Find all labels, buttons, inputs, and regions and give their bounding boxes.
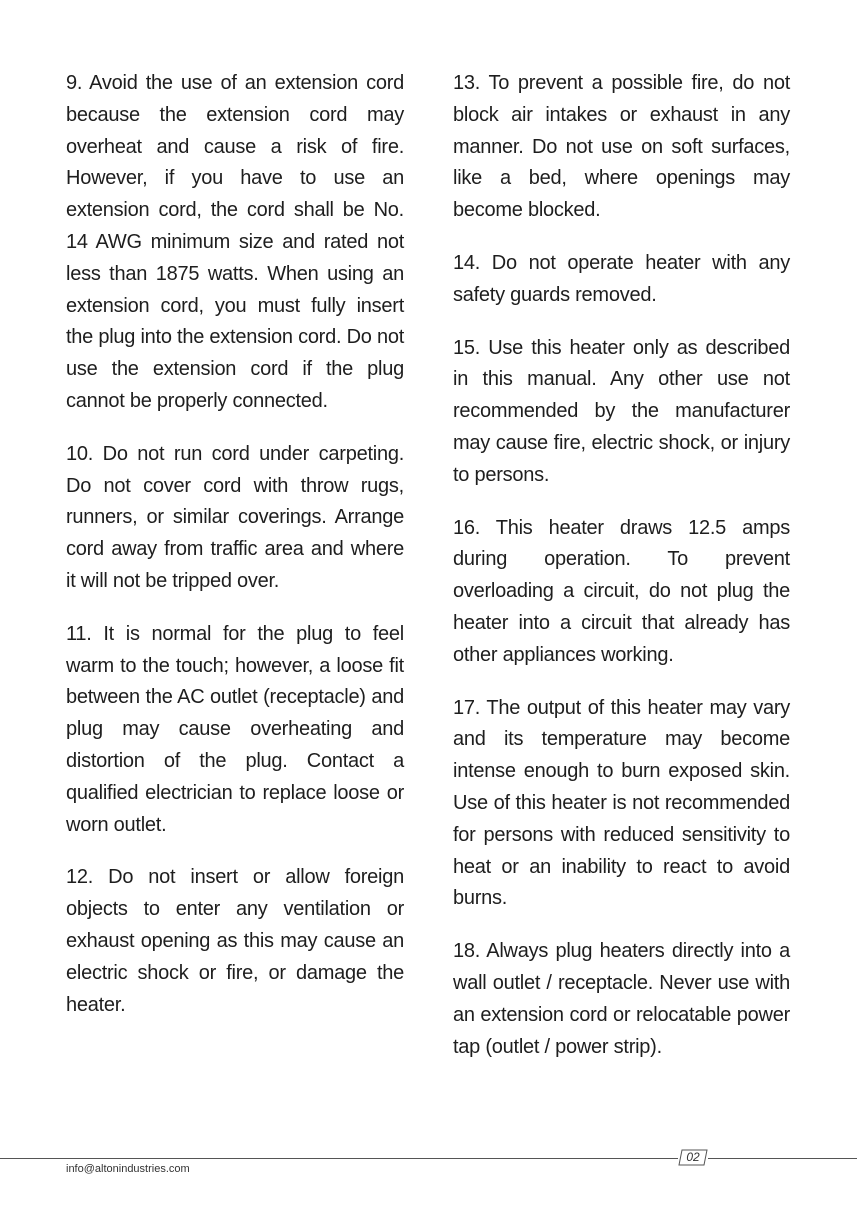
instruction-17: 17. The output of this heater may vary and its temperature may become intense enough to burn exposed skin. Use of this heater is not recommended for persons with reduced sensitivity to heat or an inability to react to avoid burns. [453, 696, 790, 910]
footer-divider [0, 1158, 857, 1159]
instruction-15: 15. Use this heater only as described in this manual. Any other use not recommended by the manufacturer may cause fire, electric shock, or injury to persons. [453, 336, 790, 486]
right-column [453, 68, 790, 1063]
instruction-12: 12. Do not insert or allow foreign objects to enter any ventilation or exhaust opening as this may cause an electric shock or fire, or damage the heater. [66, 866, 404, 1016]
instruction-14: 14. Do not operate heater with any safety guards removed. [453, 251, 790, 306]
footer-email: info@altonindustries.com [66, 1163, 190, 1175]
instruction-9: 9. Avoid the use of an extension cord because the extension cord may overheat and cause a risk of fire. However, if you have to use an extension cord, the cord shall be No. 14 AWG minimum size and rated not less than 1875 watts. When using an extension cord, you must fully insert the plug into the extension cord. Do not use the extension cord if the plug cannot be properly connected. [66, 72, 405, 412]
instruction-18: 18. Always plug heaters directly into a wall outlet / receptacle. Never use with an extension cord or relocatable power tap (outlet / power strip). [453, 940, 790, 1058]
left-column [66, 68, 404, 1021]
instruction-13: 13. To prevent a possible fire, do not block air intakes or exhaust in any manner. Do not use on soft surfaces, like a bed, where openings may become blocked. [453, 72, 790, 222]
page-number-badge [678, 1149, 708, 1166]
instruction-16: 16. This heater draws 12.5 amps during operation. To prevent overloading a circuit, do not plug the heater into a circuit that already has other appliances working. [453, 516, 790, 666]
page-number: 02 [686, 1150, 700, 1164]
instruction-11: 11. It is normal for the plug to feel warm to the touch; however, a loose fit between the AC outlet (receptacle) and plug may cause overheating and distortion of the plug. Contact a qualified electrician to replace loose or worn outlet. [66, 622, 404, 836]
instruction-10: 10. Do not run cord under carpeting. Do not cover cord with throw rugs, runners, or similar coverings. Arrange cord away from traffic area and where it will not be tripped over. [66, 442, 404, 592]
